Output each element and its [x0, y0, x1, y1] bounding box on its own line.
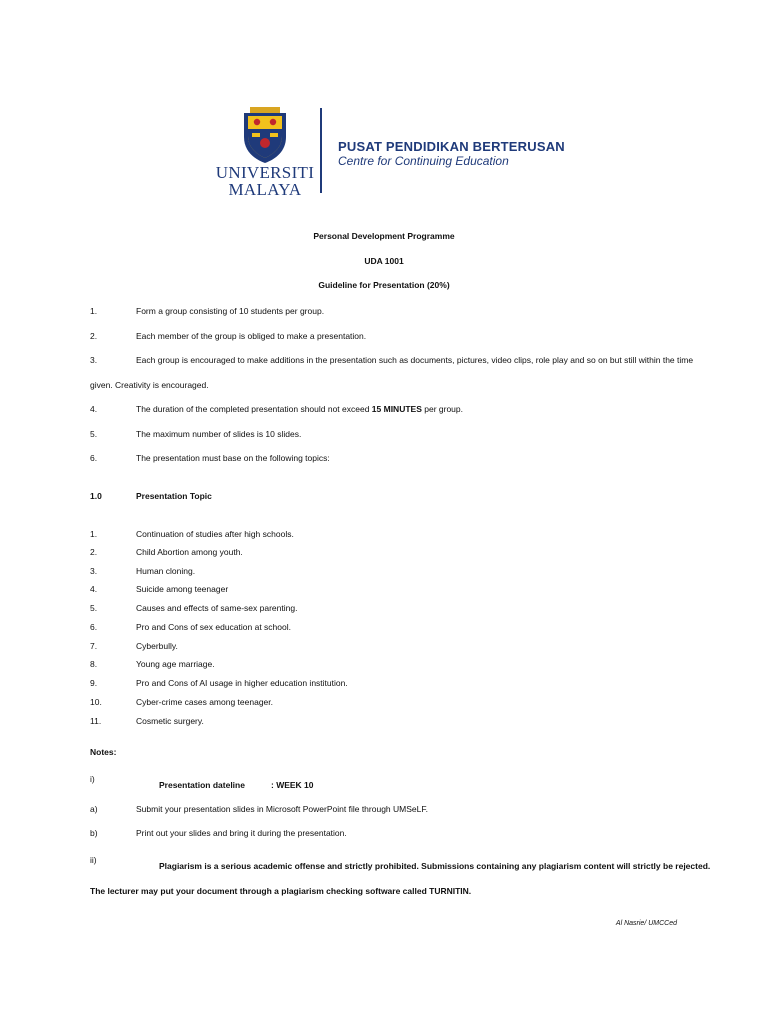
- notes-heading: Notes:: [90, 747, 117, 757]
- rule-text: The maximum number of slides is 10 slides.: [136, 429, 302, 439]
- rule-text-after: per group.: [421, 404, 463, 414]
- section-title: Presentation Topic: [136, 491, 212, 501]
- note-number: ii): [90, 855, 97, 865]
- note-number: i): [90, 774, 95, 784]
- topic-number: 7.: [90, 641, 98, 651]
- university-name-line2: MALAYA: [228, 180, 302, 199]
- topic-number: 9.: [90, 678, 98, 688]
- topic-number: 5.: [90, 603, 98, 613]
- rule-text-bold: 15 MINUTES: [371, 404, 422, 414]
- rule-number: 1.: [90, 306, 98, 316]
- rule-text: Each member of the group is obliged to make a presentation.: [136, 331, 367, 341]
- topic-text: Continuation of studies after high schools.: [136, 529, 294, 539]
- centre-name: PUSAT PENDIDIKAN BERTERUSAN: [338, 139, 565, 154]
- topic-text: Child Abortion among youth.: [136, 547, 243, 557]
- topic-number: 10.: [90, 697, 102, 707]
- programme-title: Personal Development Programme: [313, 231, 455, 241]
- deadline-label: Presentation dateline: [159, 780, 245, 790]
- turnitin-notice: The lecturer may put your document through a plagiarism checking software called TURNITIN.: [90, 886, 472, 896]
- rule-text: The presentation must base on the following topics:: [136, 453, 330, 463]
- rule-number: 5.: [90, 429, 98, 439]
- topic-number: 8.: [90, 659, 98, 669]
- deadline-value: : WEEK 10: [271, 780, 314, 790]
- topic-number: 6.: [90, 622, 98, 632]
- rule-number: 6.: [90, 453, 98, 463]
- topic-number: 4.: [90, 584, 98, 594]
- guideline-title: Guideline for Presentation (20%): [318, 280, 450, 290]
- centre-subtitle: Centre for Continuing Education: [338, 154, 509, 168]
- university-crest-icon: [242, 107, 288, 163]
- topic-text: Young age marriage.: [136, 659, 215, 669]
- topic-text: Human cloning.: [136, 566, 196, 576]
- course-code: UDA 1001: [364, 256, 404, 266]
- note-text: Print out your slides and bring it during the presentation.: [136, 828, 347, 838]
- university-name-line1: UNIVERSITI: [215, 163, 315, 182]
- rule-text: Form a group consisting of 10 students per group.: [136, 306, 325, 316]
- topic-number: 2.: [90, 547, 98, 557]
- rule-number: 4.: [90, 404, 98, 414]
- note-text: Submit your presentation slides in Microsoft PowerPoint file through UMSeLF.: [136, 804, 428, 814]
- rule-number: 3.: [90, 355, 98, 365]
- topic-text: Cyber-crime cases among teenager.: [136, 697, 274, 707]
- plagiarism-warning: Plagiarism is a serious academic offense and strictly prohibited. Submissions containing any plagiarism content will strictly be rejected.: [159, 861, 711, 871]
- author-signature: Al Nasrie/ UMCCed: [615, 920, 677, 927]
- topic-text: Causes and effects of same-sex parenting.: [136, 603, 298, 613]
- rule-text: Each group is encouraged to make additions in the presentation such as documents, pictures, video clips, role play and so on but still within the time: [136, 355, 694, 365]
- topic-text: Cosmetic surgery.: [136, 716, 204, 726]
- rule-text-before: The duration of the completed presentation should not exceed: [136, 404, 372, 414]
- topic-text: Suicide among teenager: [136, 584, 229, 594]
- topic-number: 3.: [90, 566, 98, 576]
- topic-number: 1.: [90, 529, 98, 539]
- topic-text: Cyberbully.: [136, 641, 178, 651]
- rule-continuation: given. Creativity is encouraged.: [90, 380, 209, 390]
- topic-text: Pro and Cons of sex education at school.: [136, 622, 291, 632]
- note-number: a): [90, 804, 98, 814]
- note-number: b): [90, 828, 98, 838]
- rule-number: 2.: [90, 331, 98, 341]
- topic-number: 11.: [90, 716, 102, 726]
- topic-text: Pro and Cons of AI usage in higher education institution.: [136, 678, 348, 688]
- university-name: [215, 164, 315, 198]
- rule-text: [136, 404, 463, 415]
- section-number: 1.0: [90, 491, 102, 501]
- header-divider: [320, 108, 322, 193]
